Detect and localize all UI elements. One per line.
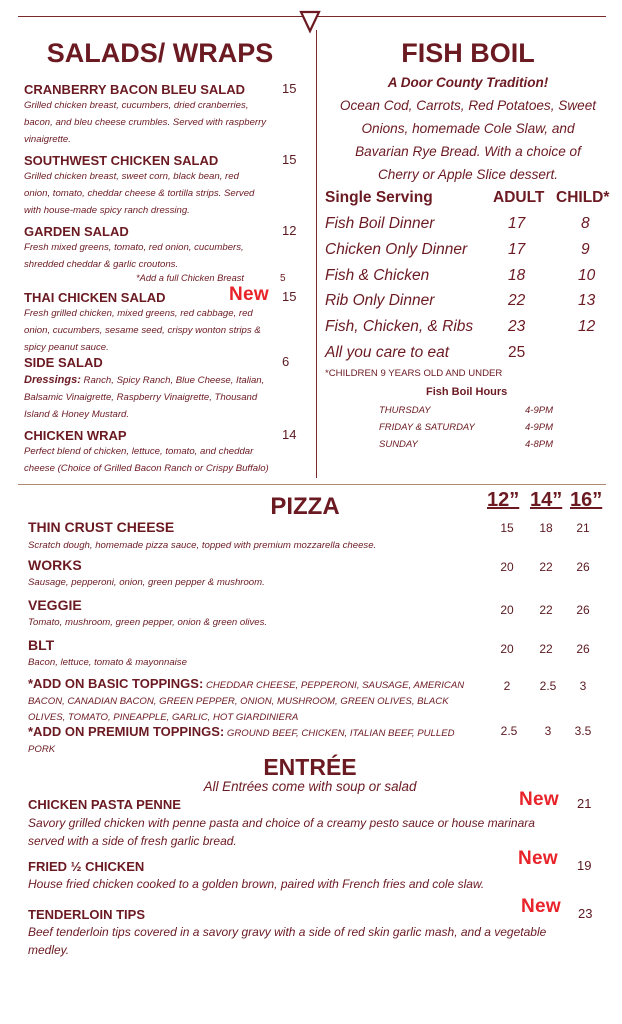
price-14: 22 <box>539 603 553 617</box>
fishboil-header-child: CHILD* <box>556 189 610 206</box>
fishboil-row <box>325 292 615 316</box>
triangle-ornament-icon <box>299 10 321 34</box>
item-name: GARDEN SALAD <box>24 224 129 239</box>
price-12: 20 <box>500 560 514 574</box>
price-14: 22 <box>539 560 553 574</box>
new-badge: New <box>229 284 269 305</box>
fishboil-title: FISH BOIL <box>401 38 535 68</box>
garden-addon-price: 5 <box>280 273 286 284</box>
fishboil-row-child: 9 <box>581 241 590 258</box>
item-price: 21 <box>577 796 592 811</box>
entree-subtitle: All Entrées come with soup or salad <box>203 779 417 794</box>
fishboil-row <box>325 318 615 342</box>
item-price: 15 <box>282 152 297 167</box>
dressings-label: Dressings: <box>24 374 81 386</box>
item-price: 14 <box>282 427 297 442</box>
fishboil-header-label: Single Serving <box>325 189 433 206</box>
item-price: 23 <box>578 906 593 921</box>
fishboil-row <box>325 241 615 265</box>
hours-day: THURSDAY <box>379 405 431 416</box>
hours-day: FRIDAY & SATURDAY <box>379 422 475 433</box>
item-name: FRIED ½ CHICKEN <box>28 859 145 874</box>
price-14: 3 <box>544 724 552 738</box>
fishboil-row-adult: 23 <box>508 318 526 335</box>
new-badge: New <box>521 896 561 917</box>
fishboil-row-child: 10 <box>578 267 596 284</box>
garden-addon: *Add a full Chicken Breast <box>136 273 245 283</box>
item-price: 12 <box>282 223 297 238</box>
children-note: *CHILDREN 9 YEARS OLD AND UNDER <box>325 368 503 379</box>
hours-time: 4-9PM <box>525 422 553 433</box>
price-16: 21 <box>576 521 590 535</box>
fishboil-row-child: 12 <box>578 318 596 335</box>
item-desc: Beef tenderloin tips covered in a savory gravy with a side of red skin garlic mash, and a vegetable medley. <box>28 925 547 957</box>
fishboil-row-name: Fish, Chicken, & Ribs <box>325 318 474 335</box>
item-desc: Dressings: Ranch, Spicy Ranch, Blue Cheese, Italian, Balsamic Vinaigrette, Raspberry Vinaigrette, Thousand Island & Honey Mustard. <box>24 374 265 420</box>
fishboil-row-name: Chicken Only Dinner <box>325 241 468 258</box>
pizza-title: PIZZA <box>270 493 340 520</box>
item-desc: Sausage, pepperoni, onion, green pepper & mushroom. <box>28 577 265 588</box>
fishboil-intro: Ocean Cod, Carrots, Red Potatoes, Sweet Onions, homemade Cole Slaw, and Bavarian Rye Bread. With a choice of Cherry or Apple Slice dessert. <box>339 98 597 182</box>
item-desc: Grilled chicken breast, sweet corn, black bean, red onion, tomato, cheddar cheese & tortilla strips. Served with house-made spicy ranch dressing. <box>24 171 255 216</box>
fishboil-row-adult: 18 <box>508 267 526 284</box>
new-badge: New <box>519 789 559 810</box>
price-16: 3.5 <box>574 724 592 738</box>
item-price: 15 <box>282 289 297 304</box>
item-name: SOUTHWEST CHICKEN SALAD <box>24 153 219 168</box>
item-name: WORKS <box>28 557 82 573</box>
fishboil-row <box>325 344 615 368</box>
fishboil-row <box>325 267 615 291</box>
pizza-size-14: 14” <box>530 489 563 511</box>
price-16: 3 <box>579 679 587 693</box>
item-price: 15 <box>282 81 297 96</box>
pizza-size-16: 16” <box>570 489 603 511</box>
basic-toppings-label: *ADD ON BASIC TOPPINGS: <box>28 676 204 691</box>
item-desc: Scratch dough, homemade pizza sauce, topped with premium mozzarella cheese. <box>28 540 377 551</box>
item-name: TENDERLOIN TIPS <box>28 907 146 922</box>
new-badge: New <box>518 848 558 869</box>
hours-time: 4-9PM <box>525 405 553 416</box>
item-name: CHICKEN PASTA PENNE <box>28 797 181 812</box>
price-12: 2.5 <box>500 724 518 738</box>
premium-toppings-label: *ADD ON PREMIUM TOPPINGS: <box>28 724 225 739</box>
item-desc: Grilled chicken breast, cucumbers, dried cranberries, bacon, and bleu cheese crumbles. Served with raspberry vinaigrette. <box>24 100 267 145</box>
price-12: 20 <box>500 642 514 656</box>
entree-title: ENTRÉE <box>263 754 357 780</box>
price-14: 18 <box>539 521 553 535</box>
item-desc: House fried chicken cooked to a golden brown, paired with French fries and cole slaw. <box>28 877 485 891</box>
price-16: 26 <box>576 603 590 617</box>
column-divider <box>316 30 317 478</box>
hours-day: SUNDAY <box>379 439 418 450</box>
fishboil-row-name: Rib Only Dinner <box>325 292 435 309</box>
item-name: THIN CRUST CHEESE <box>28 519 175 535</box>
price-16: 26 <box>576 560 590 574</box>
item-desc: Fresh mixed greens, tomato, red onion, cucumbers, shredded cheddar & garlic croutons. <box>24 242 244 270</box>
price-12: 2 <box>503 679 511 693</box>
price-12: 15 <box>500 521 514 535</box>
item-name: VEGGIE <box>28 597 82 613</box>
fishboil-row-adult: 17 <box>508 241 526 258</box>
fishboil-row-name: All you care to eat <box>325 344 450 361</box>
item-name: BLT <box>28 637 55 653</box>
item-desc: Bacon, lettuce, tomato & mayonnaise <box>28 657 187 668</box>
fishboil-row-child: 13 <box>578 292 596 309</box>
fishboil-row-adult: 17 <box>508 215 526 232</box>
fishboil-tagline: A Door County Tradition! <box>387 75 549 90</box>
fishboil-row-adult: 25 <box>508 344 526 361</box>
fishboil-hours-title: Fish Boil Hours <box>426 386 508 398</box>
pizza-size-12: 12” <box>487 489 520 511</box>
item-desc: Perfect blend of chicken, lettuce, tomato, and cheddar cheese (Choice of Grilled Bacon Ranch or Crispy Buffalo) <box>24 446 269 474</box>
price-16: 26 <box>576 642 590 656</box>
price-14: 2.5 <box>539 679 557 693</box>
item-desc: Savory grilled chicken with penne pasta and choice of a creamy pesto sauce or house marinara served with a side of fresh garlic bread. <box>28 816 535 848</box>
item-desc: Tomato, mushroom, green pepper, onion & green olives. <box>28 617 268 628</box>
price-12: 20 <box>500 603 514 617</box>
hours-time: 4-8PM <box>525 439 553 450</box>
fishboil-header-adult: ADULT <box>493 189 545 206</box>
fishboil-row-name: Fish Boil Dinner <box>325 215 435 232</box>
fishboil-row-name: Fish & Chicken <box>325 267 430 284</box>
fishboil-row-adult: 22 <box>508 292 526 309</box>
item-price: 6 <box>282 354 290 369</box>
item-name: THAI CHICKEN SALAD <box>24 290 166 305</box>
item-name: SIDE SALAD <box>24 355 103 370</box>
fishboil-row <box>325 215 615 239</box>
price-14: 22 <box>539 642 553 656</box>
item-name: CHICKEN WRAP <box>24 428 127 443</box>
item-desc: Fresh grilled chicken, mixed greens, red cabbage, red onion, cucumbers, sesame seed, crispy wonton strips & spicy peanut sauce. <box>24 308 261 353</box>
fishboil-row-child: 8 <box>581 215 590 232</box>
item-price: 19 <box>577 858 592 873</box>
item-name: CRANBERRY BACON BLEU SALAD <box>24 82 246 97</box>
mid-divider <box>18 484 606 485</box>
salads-title: SALADS/ WRAPS <box>46 38 274 68</box>
